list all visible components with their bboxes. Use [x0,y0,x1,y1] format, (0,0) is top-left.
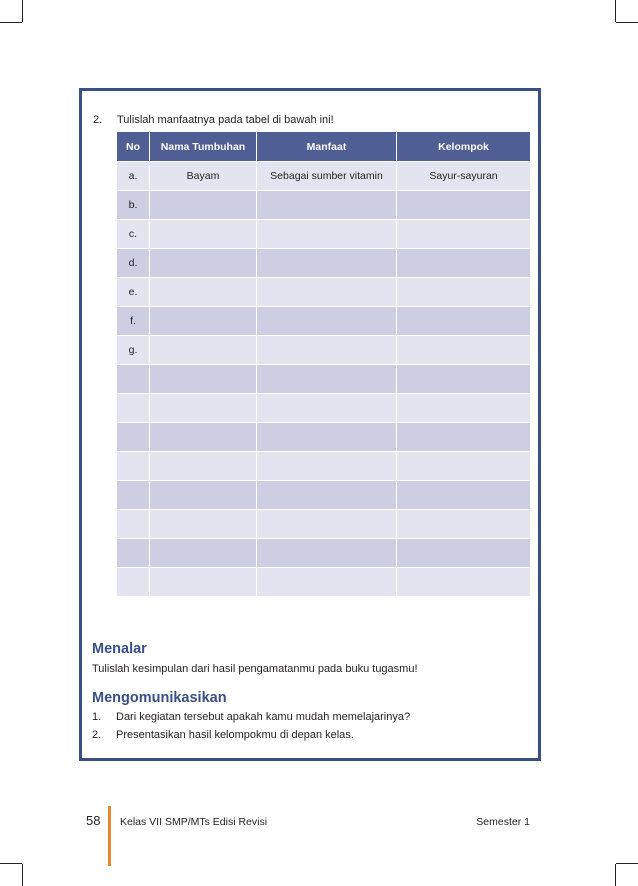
question-number: 2. [93,114,103,126]
cell-nama-tumbuhan [150,307,257,336]
crop-mark [616,863,638,864]
cell-kelompok [397,539,531,568]
crop-mark [22,864,23,886]
cell-kelompok [397,336,531,365]
table-row [117,394,531,423]
table-row [117,191,531,220]
footer-accent-bar [108,806,111,866]
cell-no [117,423,150,452]
cell-nama-tumbuhan [150,220,257,249]
cell-nama-tumbuhan [150,336,257,365]
cell-nama-tumbuhan: Bayam [150,162,257,191]
cell-manfaat [257,481,397,510]
mengomunikasikan-title: Mengomunikasikan [92,690,227,706]
cell-manfaat [257,510,397,539]
table-row [117,336,531,365]
list-item-text: Presentasikan hasil kelompokmu di depan kelas. [116,729,354,741]
cell-kelompok [397,191,531,220]
cell-no [117,510,150,539]
crop-mark [615,864,616,886]
cell-manfaat [257,278,397,307]
cell-kelompok [397,452,531,481]
menalar-title: Menalar [92,641,147,657]
cell-kelompok [397,481,531,510]
crop-mark [615,0,616,22]
cell-manfaat [257,452,397,481]
cell-no: b. [117,191,150,220]
cell-no [117,539,150,568]
cell-nama-tumbuhan [150,510,257,539]
cell-kelompok: Sayur-sayuran [397,162,531,191]
cell-manfaat [257,568,397,597]
cell-manfaat [257,191,397,220]
cell-manfaat [257,394,397,423]
table-row [117,249,531,278]
header-manfaat: Manfaat [257,132,397,162]
table-row [117,162,531,191]
table-row [117,481,531,510]
cell-nama-tumbuhan [150,423,257,452]
crop-mark [0,863,22,864]
cell-nama-tumbuhan [150,278,257,307]
page-number: 58 [86,813,101,828]
table-row [117,452,531,481]
cell-no: d. [117,249,150,278]
cell-no [117,365,150,394]
cell-no: c. [117,220,150,249]
cell-nama-tumbuhan [150,394,257,423]
cell-no: a. [117,162,150,191]
header-kelompok: Kelompok [397,132,531,162]
cell-kelompok [397,423,531,452]
cell-nama-tumbuhan [150,452,257,481]
cell-kelompok [397,365,531,394]
cell-nama-tumbuhan [150,481,257,510]
list-item-number: 1. [92,711,102,723]
cell-manfaat [257,336,397,365]
table-row [117,568,531,597]
cell-kelompok [397,568,531,597]
footer-semester: Semester 1 [476,816,530,828]
cell-nama-tumbuhan [150,539,257,568]
crop-mark [616,22,638,23]
cell-manfaat [257,307,397,336]
cell-no [117,452,150,481]
cell-kelompok [397,394,531,423]
table-row [117,278,531,307]
cell-no: f. [117,307,150,336]
list-item-text: Dari kegiatan tersebut apakah kamu mudah memelajarinya? [116,711,411,723]
cell-no [117,481,150,510]
cell-manfaat [257,249,397,278]
cell-kelompok [397,307,531,336]
cell-no: g. [117,336,150,365]
question-text: Tulislah manfaatnya pada tabel di bawah ini! [117,114,334,126]
crop-mark [22,0,23,22]
table-row [117,307,531,336]
table-row [117,365,531,394]
cell-nama-tumbuhan [150,191,257,220]
header-nama-tumbuhan: Nama Tumbuhan [150,132,257,162]
cell-no [117,568,150,597]
cell-no [117,394,150,423]
cell-manfaat: Sebagai sumber vitamin [257,162,397,191]
footer-book-title: Kelas VII SMP/MTs Edisi Revisi [120,816,268,828]
cell-manfaat [257,365,397,394]
table-header-row [117,132,531,162]
cell-nama-tumbuhan [150,365,257,394]
table-row [117,220,531,249]
cell-kelompok [397,249,531,278]
cell-manfaat [257,539,397,568]
table-row [117,510,531,539]
cell-no: e. [117,278,150,307]
cell-manfaat [257,220,397,249]
cell-kelompok [397,220,531,249]
plant-benefit-table [116,131,531,597]
cell-nama-tumbuhan [150,249,257,278]
cell-nama-tumbuhan [150,568,257,597]
cell-manfaat [257,423,397,452]
cell-kelompok [397,510,531,539]
cell-kelompok [397,278,531,307]
crop-mark [0,22,22,23]
table-row [117,539,531,568]
header-no: No [117,132,150,162]
table-row [117,423,531,452]
menalar-text: Tulislah kesimpulan dari hasil pengamatanmu pada buku tugasmu! [92,663,418,675]
list-item-number: 2. [92,729,102,741]
